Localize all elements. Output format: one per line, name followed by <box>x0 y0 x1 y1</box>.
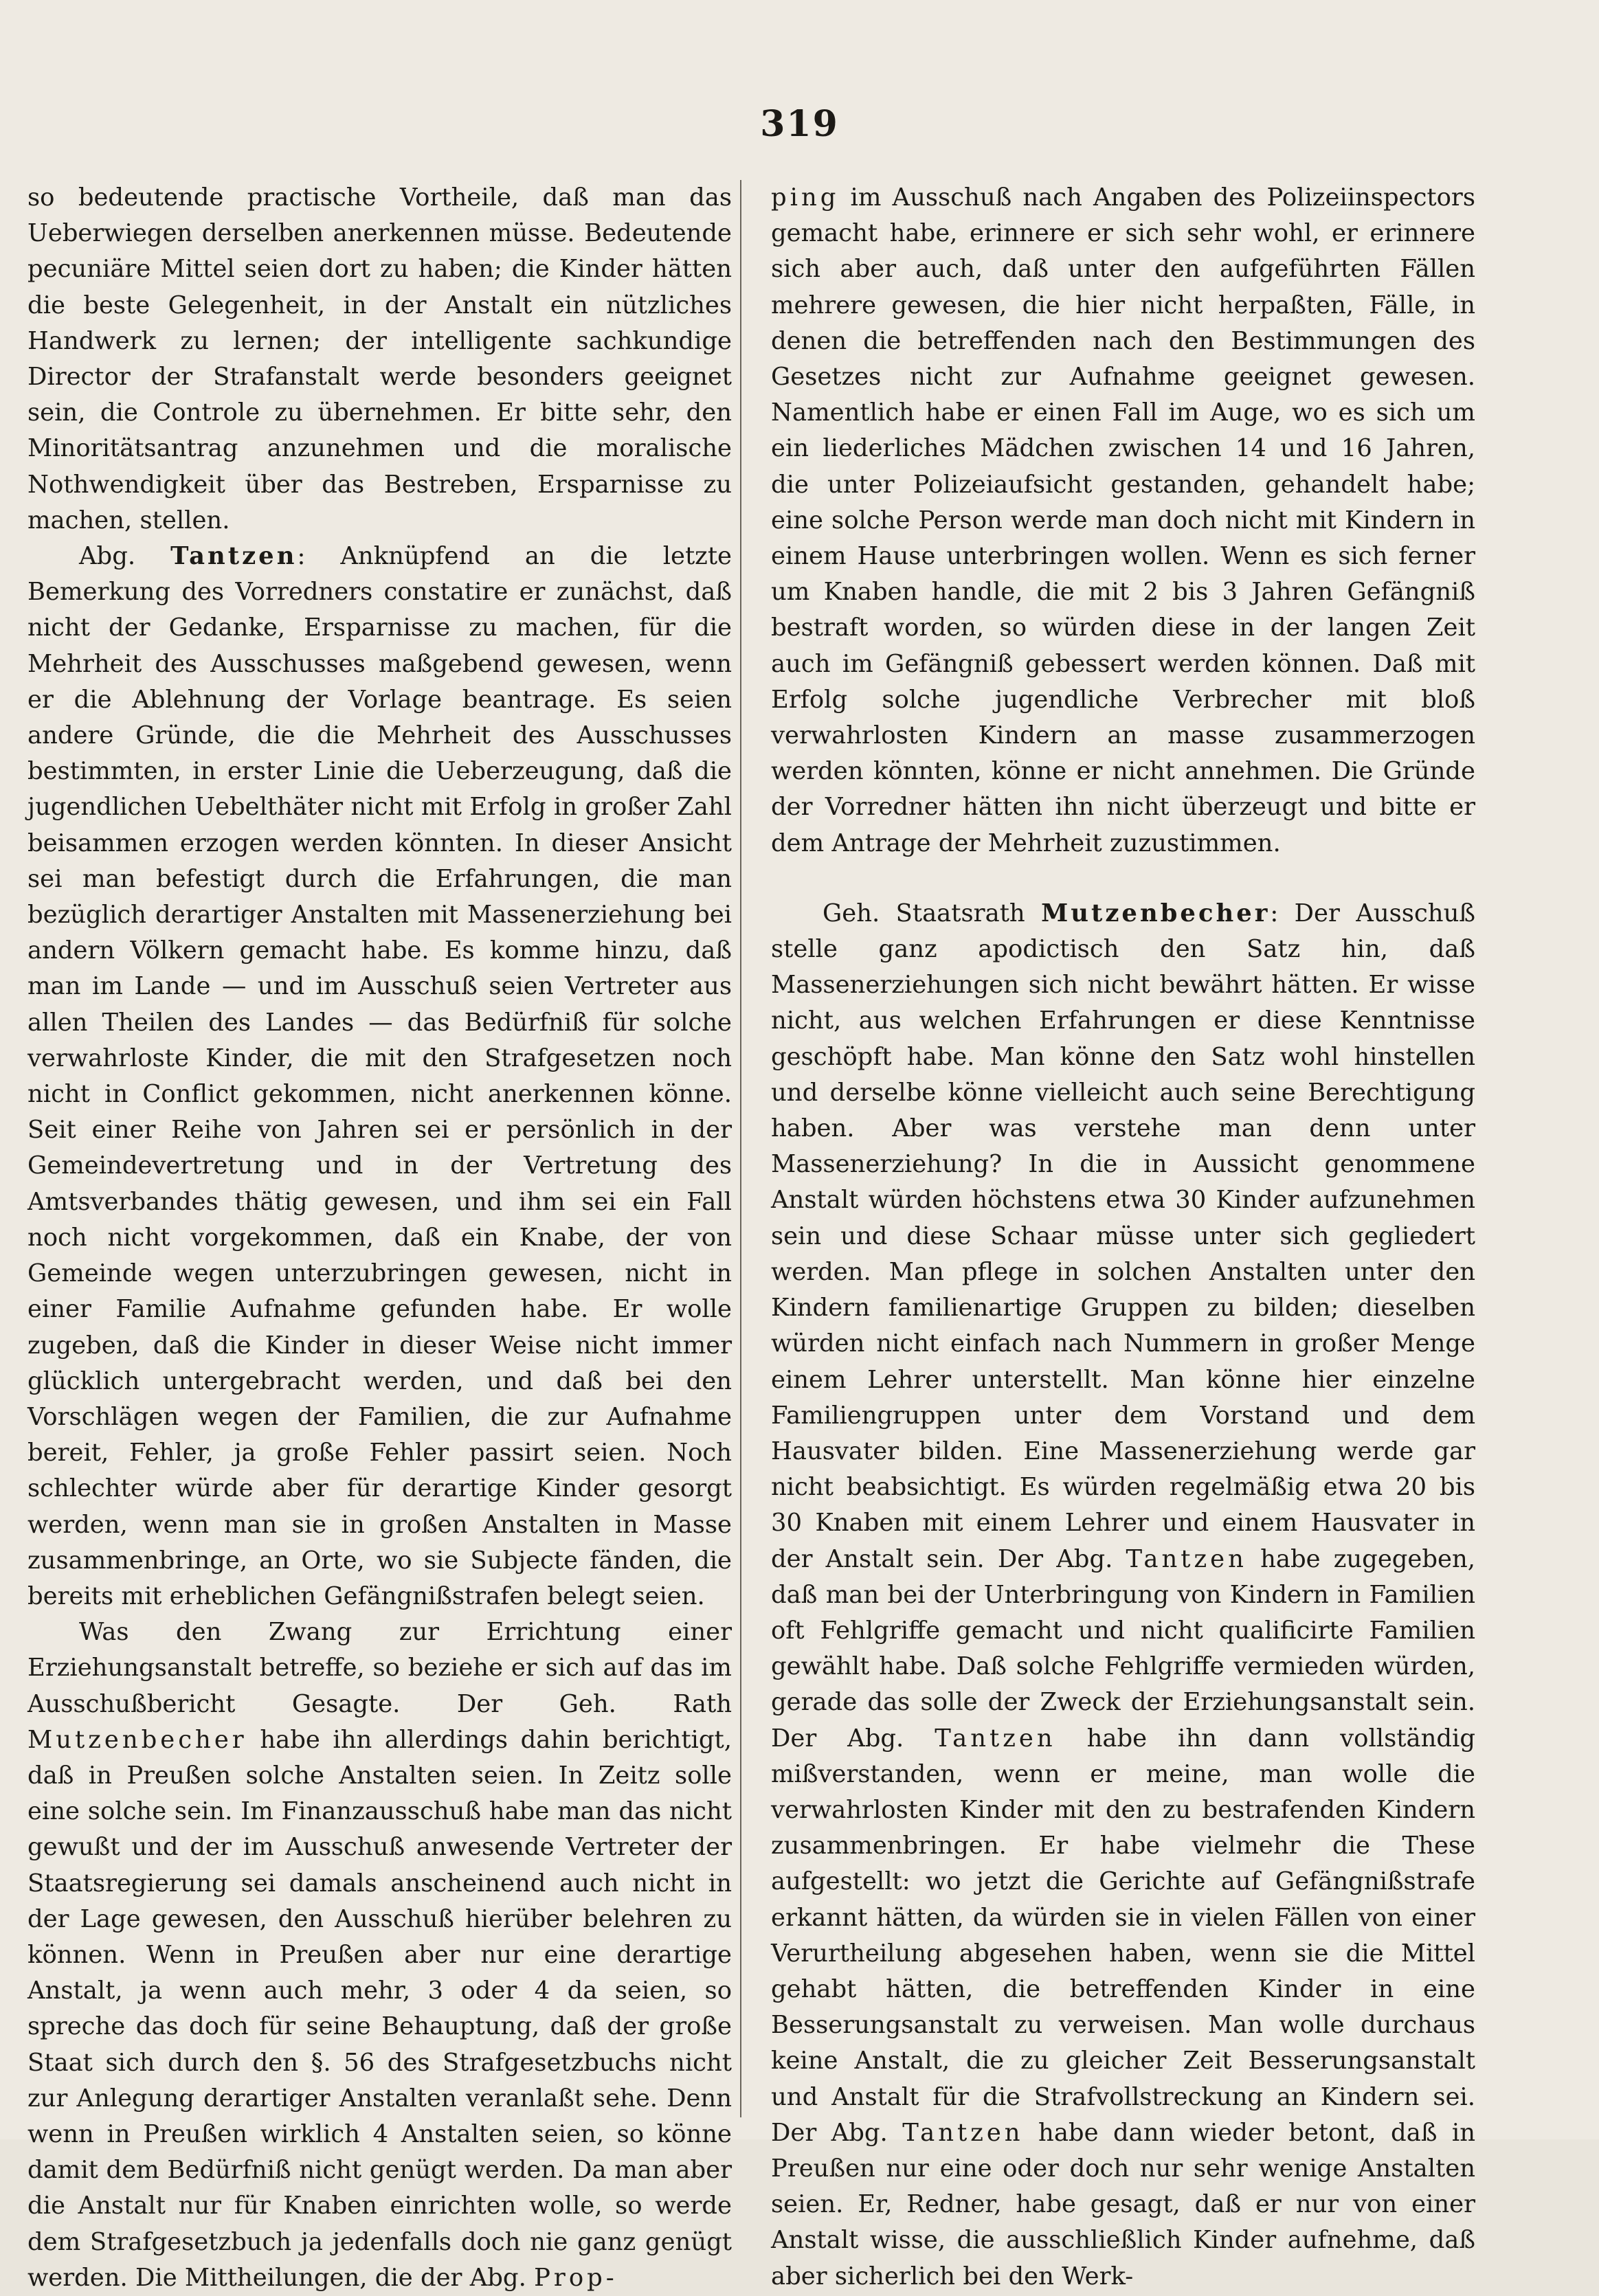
person-name: Prop- <box>534 2263 618 2292</box>
speaker-prefix: Abg. <box>79 542 136 571</box>
right-column <box>771 180 1475 2295</box>
left-column <box>27 180 732 2296</box>
paragraph-text: habe ihn allerdings dahin berichtigt, daß in Preußen solche Anstalten seien. In Zeitz solle eine solche sein. Im Finanzausschuß habe man das nicht gewußt und der im Ausschuß anwesende Vertreter der Staatsregierung sei damals anscheinend auch nicht in der Lage gewesen, den Ausschuß hierüber belehren zu können. Wenn in Preußen aber nur eine derartige Anstalt, ja wenn auch mehr, 3 oder 4 da seien, so spreche das doch für seine Behauptung, daß der große Staat sich durch den §. 56 des Strafgesetzbuchs nicht zur Anlegung derartiger Anstalten veranlaßt sehe. Denn wenn in Preußen wirklich 4 Anstalten seien, so könne damit dem Bedürfniß nicht genügt werden. Da man aber die Anstalt nur für Knaben einrichten wolle, so werde dem Strafgesetzbuch ja jedenfalls doch nie ganz genügt werden. Die Mittheilungen, die der Abg. <box>27 1725 733 2292</box>
person-name: Tantzen <box>935 1724 1056 1753</box>
paragraph-text: : Der Ausschuß stelle ganz apodictisch den Satz hin, daß Massenerziehungen sich nicht bewährt hätten. Er wisse nicht, aus welchen Erfahrungen er diese Kenntnisse geschöpft habe. Man könne den Satz wohl hinstellen und derselbe könne vielleicht auch seine Berechtigung haben. Aber was verstehe man denn unter Massenerziehung? In die in Aussicht genommene Anstalt würden höchstens etwa 30 Kinder aufzunehmen sein und diese Schaar müsse unter sich gegliedert werden. Man pflege in solchen Anstalten unter den Kindern familienartige Gruppen zu bilden; dieselben würden nicht einfach nach Nummern in großer Menge einem Lehrer unterstellt. Man könne hier einzelne Familiengruppen unter dem Vorstand und dem Hausvater bilden. Eine Massenerziehung werde gar nicht beabsichtigt. Es würden regelmäßig etwa 20 bis 30 Knaben mit einem Lehrer und einem Hausvater in der Anstalt sein. Der Abg. <box>771 899 1475 1573</box>
paragraph <box>771 896 1475 2295</box>
column-divider <box>740 180 741 2117</box>
paragraph-text: habe zugegeben, daß man bei der Unterbringung von Kindern in Familien oft Fehlgriffe gemacht und nicht qualificirte Familien gewählt habe. Daß solche Fehlgriffe vermieden würden, gerade das solle der Zweck der Erziehungsanstalt sein. Der Abg. <box>771 1544 1476 1753</box>
paragraph-text: habe ihn dann vollständig mißverstanden, wenn er meine, man wolle die verwahrlosten Kinder mit den zu bestrafenden Kindern zusammenbringen. Er habe vielmehr die These aufgestellt: wo jetzt die Gerichte auf Gefängnißstrafe erkannt hätten, da würden sie in vielen Fällen von einer Verurtheilung abgesehen haben, wenn sie die Mittel gehabt hätten, die betreffenden Kinder in eine Besserungsanstalt zu verweisen. Man wolle durchaus keine Anstalt, die zu gleicher Zeit Besserungsanstalt und Anstalt für die Strafvollstreckung an Kindern sei. Der Abg. <box>771 1724 1476 2147</box>
speaker-name: Mutzenbecher <box>1041 899 1271 927</box>
paragraph <box>27 1614 732 2296</box>
person-name: ping <box>771 183 840 212</box>
person-name: Tantzen <box>1126 1544 1247 1573</box>
person-name: Mutzenbecher <box>27 1725 247 1754</box>
paragraph-text: : Anknüpfend an die letzte Bemerkung des Vorredners constatire er zunächst, daß nicht der Gedanke, Ersparnisse zu machen, für die Mehrheit des Ausschusses maßgebend gewesen, wenn er die Ablehnung der Vorlage beantrage. Es seien andere Gründe, die die Mehrheit des Ausschusses bestimmten, in erster Linie die Ueberzeugung, daß die jugendlichen Uebelthäter nicht mit Erfolg in großer Zahl beisammen erzogen werden könnten. In dieser Ansicht sei man befestigt durch die Erfahrungen, die man bezüglich derartiger Anstalten mit Massenerziehung bei andern Völkern gemacht habe. Es komme hinzu, daß man im Lande — und im Ausschuß seien Vertreter aus allen Theilen des Landes — das Bedürfniß für solche verwahrloste Kinder, die mit den Strafgesetzen noch nicht in Conflict gekommen, nicht anerkennen könne. Seit einer Reihe von Jahren sei er persönlich in der Gemeindevertretung und in der Vertretung des Amtsverbandes thätig gewesen, und ihm sei ein Fall noch nicht vorgekommen, daß ein Knabe, der von Gemeinde wegen unterzubringen gewesen, nicht in einer Familie Aufnahme gefunden habe. Er wolle zugeben, daß die Kinder in dieser Weise nicht immer glücklich untergebracht werden, und daß bei den Vorschlägen wegen der Familien, die zur Aufnahme bereit, Fehler, ja große Fehler passirt seien. Noch schlechter würde aber für derartige Kinder gesorgt werden, wenn man sie in großen Anstalten in Masse zusammenbringe, an Orte, wo sie Subjecte fänden, die bereits mit erheblichen Gefängnißstrafen belegt seien. <box>27 542 732 1610</box>
paragraph <box>27 539 732 1614</box>
page-number: 319 <box>760 103 839 145</box>
paragraph <box>771 180 1475 862</box>
paragraph-text: habe dann wieder betont, daß in Preußen nur eine oder doch nur sehr wenige Anstalten seien. Er, Redner, habe gesagt, daß er nur von einer Anstalt wisse, die ausschließlich Kinder aufnehme, daß aber sicherlich bei den Werk- <box>771 2118 1476 2291</box>
paragraph-text: Was den Zwang zur Errichtung einer Erziehungsanstalt betreffe, so beziehe er sich auf das im Ausschußbericht Gesagte. Der Geh. Rath <box>27 1618 732 1718</box>
paragraph: so bedeutende practische Vortheile, daß man das Ueberwiegen derselben anerkennen müsse. Bedeutende pecuniäre Mittel seien dort zu haben; die Kinder hätten die beste Gelegenheit, in der Anstalt ein nützliches Handwerk zu lernen; der intelligente sachkundige Director der Strafanstalt werde besonders geeignet sein, die Controle zu übernehmen. Er bitte sehr, den Minoritätsantrag anzunehmen und die moralische Nothwendigkeit über das Bestreben, Ersparnisse zu machen, stellen. <box>27 183 732 534</box>
person-name: Tantzen <box>902 2118 1024 2147</box>
speaker-prefix: Geh. Staatsrath <box>823 899 1025 927</box>
speaker-name: Tantzen <box>170 542 298 571</box>
paragraph-text: im Ausschuß nach Angaben des Polizeiinspectors gemacht habe, erinnere er sich sehr wohl, er erinnere sich aber auch, daß unter den aufgeführten Fällen mehrere gewesen, die hier nicht herpaßten, Fälle, in denen die betreffenden nach den Bestimmungen des Gesetzes nicht zur Aufnahme geeignet gewesen. Namentlich habe er einen Fall im Auge, wo es sich um ein liederliches Mädchen zwischen 14 und 16 Jahren, die unter Polizeiaufsicht gestanden, gehandelt habe; eine solche Person werde man doch nicht mit Kindern in einem Hause unterbringen wollen. Wenn es sich ferner um Knaben handle, die mit 2 bis 3 Jahren Gefängniß bestraft worden, so würden diese in der langen Zeit auch im Gefängniß gebessert werden können. Daß mit Erfolg solche jugendliche Verbrecher mit bloß verwahrlosten Kindern an masse zusammerzogen werden könnten, könne er nicht annehmen. Die Gründe der Vorredner hätten ihn nicht überzeugt und bitte er dem Antrage der Mehrheit zuzustimmen. <box>771 183 1476 857</box>
